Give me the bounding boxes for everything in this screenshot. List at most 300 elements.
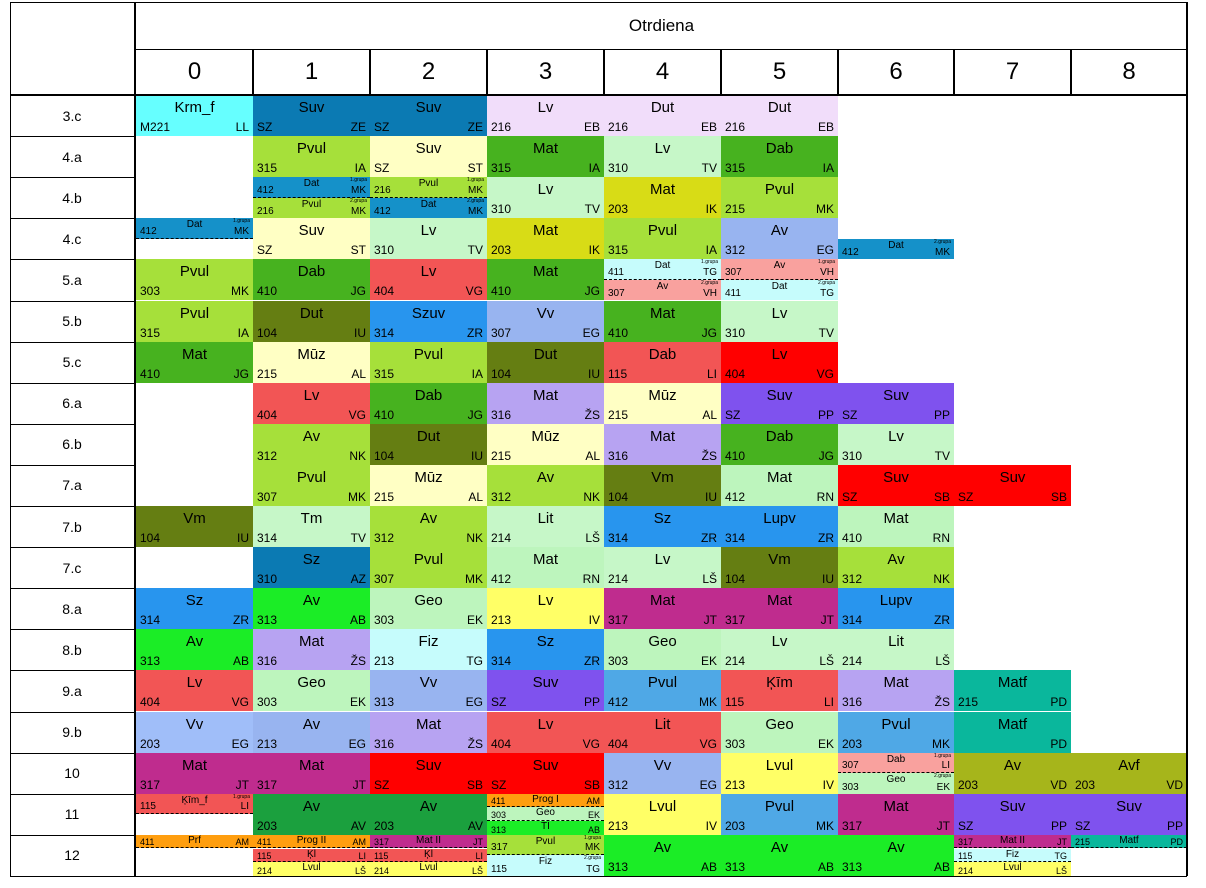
lesson-cell[interactable] bbox=[370, 259, 487, 300]
lesson-cell[interactable] bbox=[253, 259, 370, 300]
lesson-cell[interactable] bbox=[370, 342, 487, 383]
lesson-room: 314 bbox=[140, 613, 161, 628]
lesson-cell[interactable] bbox=[1071, 794, 1187, 835]
lesson-room: 214 bbox=[842, 654, 863, 669]
lesson-cell[interactable] bbox=[604, 259, 721, 280]
lesson-cell[interactable] bbox=[253, 835, 370, 849]
lesson-teacher: AB bbox=[933, 859, 950, 874]
lesson-cell[interactable] bbox=[954, 794, 1071, 835]
group-label: 1.grupa bbox=[584, 834, 601, 841]
lesson-cell[interactable] bbox=[253, 342, 370, 383]
lesson-cell[interactable] bbox=[370, 588, 487, 629]
grid-line bbox=[10, 506, 136, 507]
lesson-teacher: JG bbox=[584, 284, 600, 299]
lesson-cell[interactable] bbox=[136, 835, 253, 849]
lesson-teacher: PD bbox=[1050, 736, 1067, 751]
group-label: 1.grupa bbox=[350, 177, 367, 184]
lesson-cell[interactable] bbox=[838, 465, 954, 506]
lesson-teacher: LŠ bbox=[354, 865, 366, 876]
lesson-cell[interactable] bbox=[721, 383, 838, 424]
lesson-cell[interactable] bbox=[1071, 753, 1187, 794]
lesson-room: 317 bbox=[608, 613, 629, 628]
lesson-subject: Mat II bbox=[415, 834, 441, 846]
lesson-room: 203 bbox=[140, 736, 161, 751]
lesson-cell[interactable] bbox=[253, 849, 370, 863]
lesson-cell[interactable] bbox=[604, 280, 721, 301]
grid-line bbox=[10, 588, 136, 589]
lesson-subject: Pvul bbox=[301, 198, 322, 210]
lesson-cell[interactable] bbox=[370, 835, 487, 849]
lesson-cell[interactable] bbox=[370, 712, 487, 753]
lesson-room: 404 bbox=[491, 736, 512, 751]
lesson-cell[interactable] bbox=[487, 835, 604, 856]
lesson-subject: Av bbox=[419, 510, 438, 527]
lesson-room: 216 bbox=[608, 120, 629, 135]
lesson-cell[interactable] bbox=[487, 588, 604, 629]
group-label: 2.grupa bbox=[934, 773, 951, 780]
lesson-cell[interactable] bbox=[721, 424, 838, 465]
lesson-subject: Dat bbox=[420, 198, 437, 210]
lesson-cell[interactable] bbox=[487, 794, 604, 808]
lesson-cell[interactable] bbox=[253, 862, 370, 876]
lesson-cell[interactable] bbox=[604, 424, 721, 465]
lesson-cell[interactable] bbox=[954, 465, 1071, 506]
lesson-cell[interactable] bbox=[253, 547, 370, 588]
lesson-cell[interactable] bbox=[253, 383, 370, 424]
lesson-cell[interactable] bbox=[370, 177, 487, 198]
lesson-subject: Geo bbox=[536, 807, 555, 819]
lesson-cell[interactable] bbox=[253, 465, 370, 506]
lesson-subject: Pvul bbox=[535, 835, 556, 847]
lesson-cell[interactable] bbox=[253, 177, 370, 198]
lesson-cell[interactable] bbox=[1071, 835, 1187, 849]
lesson-room: 307 bbox=[725, 266, 742, 278]
lesson-cell[interactable] bbox=[721, 753, 838, 794]
lesson-room: SZ bbox=[725, 407, 741, 422]
lesson-cell[interactable] bbox=[370, 794, 487, 835]
lesson-cell[interactable] bbox=[253, 198, 370, 219]
lesson-room: 115 bbox=[374, 851, 389, 862]
lesson-subject: Fiz bbox=[538, 856, 553, 868]
lesson-cell[interactable] bbox=[604, 177, 721, 218]
lesson-cell[interactable] bbox=[604, 794, 721, 835]
lesson-cell[interactable] bbox=[604, 629, 721, 670]
lesson-teacher: IV bbox=[705, 818, 717, 833]
lesson-subject: Lv bbox=[420, 222, 437, 240]
lesson-subject: Lv bbox=[654, 140, 671, 158]
lesson-cell[interactable] bbox=[954, 712, 1071, 753]
lesson-teacher: TV bbox=[934, 448, 950, 463]
lesson-cell[interactable] bbox=[487, 259, 604, 300]
lesson-cell[interactable] bbox=[253, 629, 370, 670]
lesson-subject: Pvul bbox=[647, 222, 678, 240]
lesson-cell[interactable] bbox=[136, 712, 253, 753]
lesson-cell[interactable] bbox=[838, 753, 954, 774]
lesson-cell[interactable] bbox=[838, 835, 954, 876]
grid-line bbox=[10, 712, 136, 713]
lesson-teacher: LŠ bbox=[702, 572, 717, 587]
lesson-teacher: LI bbox=[823, 695, 834, 710]
lesson-subject: Mat bbox=[649, 304, 675, 322]
lesson-teacher: AB bbox=[700, 859, 717, 874]
class-label: 3.c bbox=[62, 107, 82, 124]
lesson-teacher: AL bbox=[585, 448, 600, 463]
lesson-cell[interactable] bbox=[838, 588, 954, 629]
lesson-cell[interactable] bbox=[136, 301, 253, 342]
lesson-room: 404 bbox=[725, 366, 746, 381]
lesson-subject: Mūz bbox=[414, 468, 443, 486]
lesson-room: 303 bbox=[725, 736, 746, 751]
lesson-room: 317 bbox=[374, 837, 390, 848]
lesson-subject: Sz bbox=[302, 551, 321, 569]
lesson-teacher: EK bbox=[587, 810, 600, 821]
lesson-subject: Dab bbox=[648, 345, 677, 363]
lesson-cell[interactable] bbox=[487, 821, 604, 835]
lesson-teacher: EK bbox=[817, 736, 834, 751]
lesson-room: 213 bbox=[491, 613, 512, 628]
lesson-teacher: JT bbox=[820, 613, 834, 628]
lesson-teacher: AV bbox=[350, 818, 366, 833]
lesson-room: 215 bbox=[1075, 837, 1091, 848]
lesson-cell[interactable] bbox=[370, 383, 487, 424]
lesson-cell[interactable] bbox=[838, 239, 954, 260]
lesson-teacher: AB bbox=[232, 654, 249, 669]
lesson-subject: Lv bbox=[537, 715, 554, 733]
lesson-cell[interactable] bbox=[721, 794, 838, 835]
lesson-cell[interactable] bbox=[604, 670, 721, 711]
lesson-room: 410 bbox=[374, 407, 395, 422]
lesson-cell[interactable] bbox=[604, 383, 721, 424]
lesson-cell[interactable] bbox=[253, 506, 370, 547]
lesson-cell[interactable] bbox=[136, 629, 253, 670]
lesson-room: 216 bbox=[491, 120, 512, 135]
lesson-cell[interactable] bbox=[487, 301, 604, 342]
lesson-subject: Matf bbox=[997, 715, 1028, 733]
group-label: 2.grupa bbox=[467, 197, 484, 204]
lesson-cell[interactable] bbox=[604, 465, 721, 506]
lesson-cell[interactable] bbox=[604, 95, 721, 136]
lesson-cell[interactable] bbox=[487, 136, 604, 177]
lesson-subject: Av bbox=[773, 260, 786, 272]
period-header: 8 bbox=[1122, 58, 1136, 85]
lesson-cell[interactable] bbox=[370, 301, 487, 342]
lesson-cell[interactable] bbox=[487, 177, 604, 218]
lesson-cell[interactable] bbox=[253, 670, 370, 711]
grid-line bbox=[10, 753, 136, 754]
lesson-teacher: PP bbox=[1050, 818, 1067, 833]
lesson-cell[interactable] bbox=[721, 95, 838, 136]
lesson-room: 404 bbox=[257, 407, 278, 422]
lesson-teacher: MK bbox=[234, 225, 249, 237]
lesson-room: SZ bbox=[374, 777, 390, 792]
lesson-room: 215 bbox=[491, 448, 512, 463]
lesson-teacher: ZE bbox=[467, 120, 483, 135]
lesson-cell[interactable] bbox=[838, 773, 954, 794]
lesson-teacher: JT bbox=[1057, 837, 1067, 848]
lesson-teacher: ŽS bbox=[584, 407, 600, 422]
class-label: 4.c bbox=[62, 230, 82, 247]
lesson-teacher: IV bbox=[588, 613, 600, 628]
lesson-cell[interactable] bbox=[370, 849, 487, 863]
lesson-cell[interactable] bbox=[253, 712, 370, 753]
lesson-cell[interactable] bbox=[136, 342, 253, 383]
lesson-cell[interactable] bbox=[487, 670, 604, 711]
lesson-cell[interactable] bbox=[721, 506, 838, 547]
lesson-cell[interactable] bbox=[954, 670, 1071, 711]
lesson-cell[interactable] bbox=[838, 794, 954, 835]
lesson-cell[interactable] bbox=[721, 280, 838, 301]
lesson-cell[interactable] bbox=[604, 547, 721, 588]
lesson-cell[interactable] bbox=[838, 383, 954, 424]
lesson-room: 303 bbox=[140, 284, 161, 299]
lesson-room: 213 bbox=[608, 818, 629, 833]
lesson-cell[interactable] bbox=[253, 753, 370, 794]
lesson-subject: Prf bbox=[188, 834, 201, 846]
lesson-cell[interactable] bbox=[370, 465, 487, 506]
lesson-subject: Lvul bbox=[302, 862, 321, 874]
lesson-teacher: LŠ bbox=[935, 654, 950, 669]
lesson-cell[interactable] bbox=[721, 547, 838, 588]
lesson-room: 214 bbox=[958, 865, 974, 876]
lesson-room: 104 bbox=[140, 531, 161, 546]
lesson-cell[interactable] bbox=[954, 862, 1071, 876]
lesson-subject: Av bbox=[1003, 756, 1022, 774]
lesson-teacher: ZR bbox=[467, 325, 483, 340]
lesson-teacher: ŽS bbox=[701, 448, 717, 463]
lesson-teacher: JG bbox=[467, 407, 483, 422]
lesson-cell[interactable] bbox=[604, 835, 721, 876]
lesson-cell[interactable] bbox=[838, 629, 954, 670]
lesson-cell[interactable] bbox=[253, 95, 370, 136]
lesson-cell[interactable] bbox=[487, 342, 604, 383]
lesson-cell[interactable] bbox=[838, 424, 954, 465]
lesson-subject: Sz bbox=[536, 633, 555, 651]
lesson-cell[interactable] bbox=[253, 588, 370, 629]
lesson-cell[interactable] bbox=[604, 588, 721, 629]
lesson-cell[interactable] bbox=[370, 218, 487, 259]
group-label: 1.grupa bbox=[467, 177, 484, 184]
lesson-teacher: PD bbox=[1050, 695, 1067, 710]
lesson-cell[interactable] bbox=[487, 855, 604, 876]
lesson-cell[interactable] bbox=[487, 547, 604, 588]
lesson-cell[interactable] bbox=[136, 506, 253, 547]
lesson-cell[interactable] bbox=[370, 198, 487, 219]
period-header: 5 bbox=[772, 58, 787, 85]
group-label: 1.grupa bbox=[934, 752, 951, 759]
lesson-teacher: TV bbox=[818, 325, 834, 340]
lesson-room: 215 bbox=[374, 489, 395, 504]
lesson-teacher: ST bbox=[467, 161, 483, 176]
lesson-cell[interactable] bbox=[721, 712, 838, 753]
lesson-cell[interactable] bbox=[370, 862, 487, 876]
lesson-cell[interactable] bbox=[721, 342, 838, 383]
lesson-subject: Vv bbox=[185, 715, 204, 733]
lesson-subject: Fiz bbox=[418, 633, 439, 651]
lesson-teacher: EG bbox=[348, 736, 366, 751]
lesson-cell[interactable] bbox=[954, 849, 1071, 863]
lesson-cell[interactable] bbox=[721, 218, 838, 259]
lesson-subject: TI bbox=[541, 821, 550, 833]
lesson-cell[interactable] bbox=[604, 218, 721, 259]
lesson-teacher: VH bbox=[703, 288, 717, 300]
class-label: 5.c bbox=[62, 354, 82, 371]
lesson-subject: Av bbox=[653, 838, 672, 856]
lesson-teacher: IU bbox=[705, 489, 717, 504]
lesson-subject: Suv bbox=[1116, 797, 1142, 815]
lesson-cell[interactable] bbox=[487, 753, 604, 794]
lesson-subject: Av bbox=[302, 427, 321, 445]
lesson-cell[interactable] bbox=[253, 136, 370, 177]
lesson-subject: Mūz bbox=[531, 427, 560, 445]
lesson-cell[interactable] bbox=[954, 835, 1071, 849]
lesson-room: SZ bbox=[842, 489, 858, 504]
lesson-subject: Mat bbox=[649, 427, 675, 445]
lesson-subject: Lvul bbox=[765, 756, 794, 774]
lesson-cell[interactable] bbox=[604, 753, 721, 794]
lesson-cell[interactable] bbox=[487, 383, 604, 424]
lesson-cell[interactable] bbox=[604, 506, 721, 547]
grid-line bbox=[953, 50, 955, 95]
period-header: 0 bbox=[187, 58, 202, 85]
lesson-subject: Mat bbox=[883, 797, 909, 815]
lesson-cell[interactable] bbox=[136, 218, 253, 239]
lesson-teacher: PP bbox=[1166, 818, 1183, 833]
lesson-teacher: IU bbox=[354, 325, 366, 340]
lesson-teacher: EG bbox=[582, 325, 600, 340]
lesson-room: 411 bbox=[140, 837, 155, 848]
lesson-cell[interactable] bbox=[604, 136, 721, 177]
lesson-cell[interactable] bbox=[487, 506, 604, 547]
lesson-cell[interactable] bbox=[136, 588, 253, 629]
lesson-cell[interactable] bbox=[487, 629, 604, 670]
grid-line bbox=[603, 50, 605, 95]
lesson-cell[interactable] bbox=[136, 95, 253, 136]
lesson-subject: Dab bbox=[297, 263, 326, 281]
lesson-cell[interactable] bbox=[721, 177, 838, 218]
lesson-teacher: LL bbox=[235, 120, 249, 135]
lesson-subject: Av bbox=[185, 633, 204, 651]
lesson-cell[interactable] bbox=[253, 301, 370, 342]
lesson-cell[interactable] bbox=[721, 136, 838, 177]
lesson-cell[interactable] bbox=[136, 753, 253, 794]
lesson-subject: Av bbox=[302, 592, 321, 610]
lesson-cell[interactable] bbox=[370, 547, 487, 588]
lesson-cell[interactable] bbox=[253, 218, 370, 259]
grid-line bbox=[10, 670, 136, 671]
lesson-teacher: EG bbox=[699, 777, 717, 792]
lesson-subject: Ķl bbox=[424, 848, 433, 860]
period-header: 1 bbox=[304, 58, 319, 85]
lesson-subject: Geo bbox=[414, 592, 443, 610]
lesson-cell[interactable] bbox=[487, 424, 604, 465]
lesson-cell[interactable] bbox=[487, 218, 604, 259]
lesson-teacher: EG bbox=[231, 736, 249, 751]
lesson-cell[interactable] bbox=[253, 794, 370, 835]
lesson-cell[interactable] bbox=[136, 259, 253, 300]
grid-line bbox=[837, 50, 839, 95]
lesson-cell[interactable] bbox=[487, 807, 604, 821]
lesson-room: 310 bbox=[257, 572, 278, 587]
lesson-cell[interactable] bbox=[253, 424, 370, 465]
lesson-room: 412 bbox=[257, 184, 274, 196]
group-label: 1.grupa bbox=[233, 218, 250, 225]
lesson-teacher: VG bbox=[465, 284, 483, 299]
lesson-subject: Mat bbox=[883, 674, 909, 692]
lesson-cell[interactable] bbox=[604, 712, 721, 753]
lesson-cell[interactable] bbox=[721, 670, 838, 711]
lesson-teacher: LŠ bbox=[471, 865, 483, 876]
lesson-cell[interactable] bbox=[954, 753, 1071, 794]
lesson-cell[interactable] bbox=[370, 506, 487, 547]
lesson-cell[interactable] bbox=[721, 259, 838, 280]
lesson-room: 410 bbox=[491, 284, 512, 299]
lesson-subject: Pvul bbox=[764, 797, 795, 815]
lesson-teacher: AM bbox=[235, 837, 249, 848]
lesson-cell[interactable] bbox=[136, 794, 253, 815]
lesson-room: 315 bbox=[608, 243, 629, 258]
lesson-room: 215 bbox=[257, 366, 278, 381]
lesson-subject: Suv bbox=[298, 99, 325, 116]
lesson-room: 410 bbox=[140, 366, 161, 381]
lesson-teacher: RN bbox=[582, 572, 600, 587]
lesson-room: 203 bbox=[608, 202, 629, 217]
lesson-cell[interactable] bbox=[370, 136, 487, 177]
lesson-cell[interactable] bbox=[370, 670, 487, 711]
lesson-cell[interactable] bbox=[487, 712, 604, 753]
lesson-subject: Mat bbox=[532, 140, 558, 158]
lesson-room: SZ bbox=[374, 161, 390, 176]
lesson-room: 315 bbox=[491, 161, 512, 176]
lesson-cell[interactable] bbox=[721, 835, 838, 876]
lesson-subject: Lit bbox=[654, 715, 671, 733]
lesson-cell[interactable] bbox=[604, 301, 721, 342]
lesson-cell[interactable] bbox=[604, 342, 721, 383]
lesson-subject: Krm_f bbox=[174, 99, 215, 116]
lesson-cell[interactable] bbox=[487, 465, 604, 506]
lesson-room: 303 bbox=[374, 613, 395, 628]
lesson-cell[interactable] bbox=[721, 629, 838, 670]
lesson-subject: Sz bbox=[185, 592, 204, 610]
lesson-room: M221 bbox=[140, 120, 171, 135]
lesson-cell[interactable] bbox=[721, 301, 838, 342]
lesson-room: 412 bbox=[140, 225, 157, 237]
grid-line bbox=[10, 835, 136, 836]
lesson-cell[interactable] bbox=[838, 547, 954, 588]
lesson-subject: Dat bbox=[186, 219, 203, 231]
lesson-teacher: VG bbox=[582, 736, 600, 751]
lesson-cell[interactable] bbox=[721, 588, 838, 629]
lesson-cell[interactable] bbox=[370, 424, 487, 465]
lesson-subject: Suv bbox=[532, 756, 559, 774]
lesson-cell[interactable] bbox=[487, 95, 604, 136]
lesson-cell[interactable] bbox=[838, 670, 954, 711]
lesson-room: 314 bbox=[257, 531, 278, 546]
lesson-cell[interactable] bbox=[838, 712, 954, 753]
lesson-subject: Av bbox=[419, 797, 438, 815]
group-label: 1.grupa bbox=[701, 259, 718, 266]
lesson-teacher: TG bbox=[1054, 851, 1067, 862]
lesson-cell[interactable] bbox=[721, 465, 838, 506]
lesson-teacher: MK bbox=[465, 572, 483, 587]
lesson-subject: Fiz bbox=[1005, 848, 1020, 860]
lesson-cell[interactable] bbox=[370, 95, 487, 136]
lesson-cell[interactable] bbox=[370, 753, 487, 794]
lesson-cell[interactable] bbox=[136, 670, 253, 711]
class-label: 6.b bbox=[62, 436, 82, 453]
lesson-cell[interactable] bbox=[370, 629, 487, 670]
lesson-cell[interactable] bbox=[838, 506, 954, 547]
lesson-subject: Mat bbox=[181, 345, 207, 363]
